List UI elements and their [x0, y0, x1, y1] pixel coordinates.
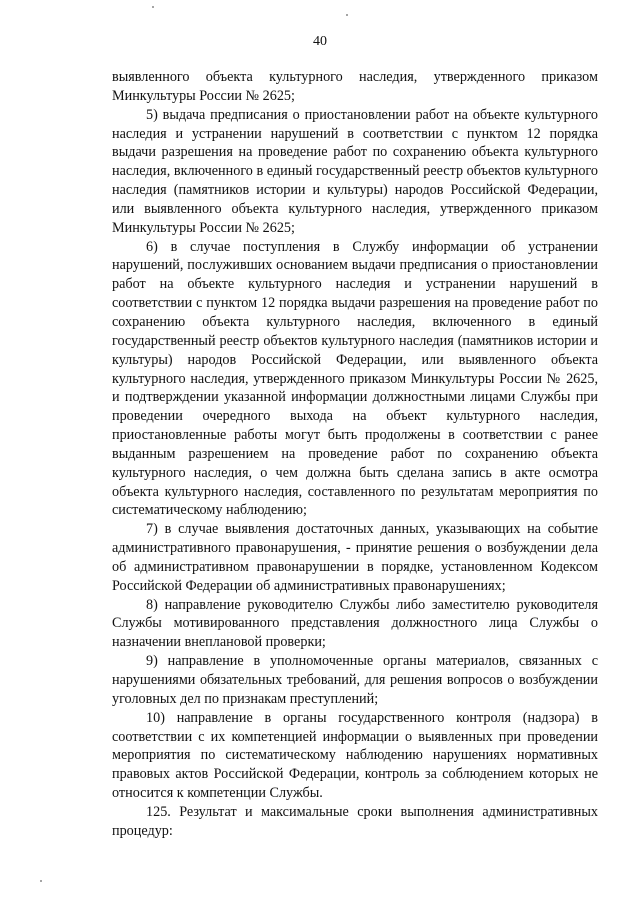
- list-item-7: 7) в случае выявления достаточных данных, указывающих на событие административного правонарушения, - принятие решения о возбуждении дела об административном правонарушении в порядке, установленном Кодексом Российской Федерации об административных правонарушениях;: [112, 521, 598, 594]
- list-item-6: 6) в случае поступления в Службу информации об устранении нарушений, послуживших основанием выдачи предписания о приостановлении работ на объекте культурного наследия и устранении нарушений в соответствии с пунктом 12 порядка выдачи разрешения на проведение работ по сохранению объекта культурного наследия, включенного в единый государственный реестр объектов культурного наследия (памятников истории и культуры) народов Российской Федерации, или выявленного объекта культурного наследия, утвержденного приказом Минкультуры России № 2625, и подтверждении указанной информации должностными лицами Службы при проведении очередного выхода на объект культурного наследия, приостановленные работы могут быть продолжены в соответствии с ранее выданным разрешением на проведение работ по сохранению объекта культурного наследия, о чем должна быть сделана запись в акте осмотра объекта культурного наследия, составленного по результатам мероприятия по систематическому наблюдению;: [112, 238, 598, 519]
- list-item-5: 5) выдача предписания о приостановлении работ на объекте культурного наследия и устранении нарушений в соответствии с пунктом 12 порядка выдачи разрешения на проведение работ по сохранению объекта культурного наследия, включенного в единый государственный реестр объектов культурного наследия (памятников истории и культуры) народов Российской Федерации, или выявленного объекта культурного наследия, утвержденного приказом Минкультуры России № 2625;: [112, 106, 598, 236]
- document-body: [112, 68, 598, 841]
- section-125-heading: 125. Результат и максимальные сроки выполнения административных процедур:: [112, 803, 598, 839]
- list-item-10: 10) направление в органы государственного контроля (надзора) в соответствии с их компетенцией информации о выявленных при проведении мероприятия по систематическому наблюдению нарушениях нормативных правовых актов Российской Федерации, контроль за соблюдением которых не относится к компетенции Службы.: [112, 709, 598, 802]
- scan-speck: [152, 6, 154, 8]
- page-number: 40: [313, 34, 327, 49]
- list-item-9: 9) направление в уполномоченные органы материалов, связанных с нарушениями обязательных требований, для решения вопросов о возбуждении уголовных дел по признакам преступлений;: [112, 653, 598, 707]
- scan-speck: [40, 880, 42, 882]
- list-item-8: 8) направление руководителю Службы либо заместителю руководителя Службы мотивированного представления должностного лица Службы о назначении внеплановой проверки;: [112, 596, 598, 651]
- paragraph-continuation: выявленного объекта культурного наследия, утвержденного приказом Минкультуры России № 2625;: [112, 69, 598, 104]
- scan-speck: [346, 14, 348, 16]
